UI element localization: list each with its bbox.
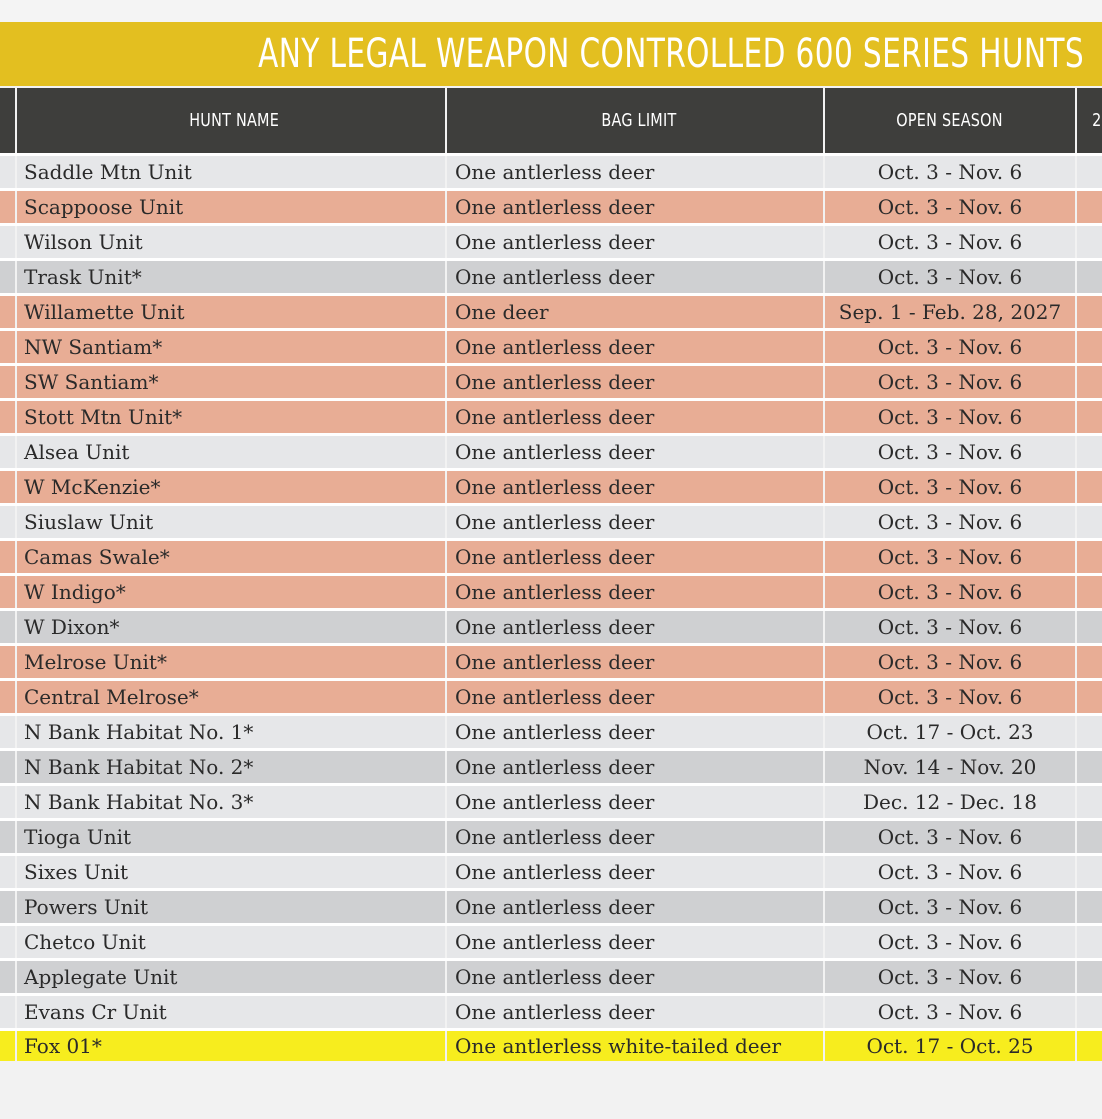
next-column-cell xyxy=(1077,646,1102,678)
bag-limit-cell: One antlerless deer xyxy=(447,611,823,643)
next-column-cell xyxy=(1077,401,1102,433)
bag-limit-cell: One antlerless deer xyxy=(447,226,823,258)
hunt-name-cell: Siuslaw Unit xyxy=(17,506,445,538)
table-row xyxy=(0,296,1102,331)
open-season-cell: Oct. 3 - Nov. 6 xyxy=(825,436,1075,468)
hunt-name-cell: Melrose Unit* xyxy=(17,646,445,678)
table-row xyxy=(0,261,1102,296)
next-column-cell xyxy=(1077,226,1102,258)
table-row xyxy=(0,751,1102,786)
hunt-name-cell: Willamette Unit xyxy=(17,296,445,328)
next-column-cell xyxy=(1077,961,1102,993)
next-column-cell xyxy=(1077,156,1102,188)
table-row xyxy=(0,716,1102,751)
hunt-name-cell: N Bank Habitat No. 2* xyxy=(17,751,445,783)
hunt-name-cell: N Bank Habitat No. 1* xyxy=(17,716,445,748)
hunt-name-cell: Fox 01* xyxy=(17,1031,445,1061)
bag-limit-cell: One antlerless deer xyxy=(447,681,823,713)
bag-limit-cell: One antlerless deer xyxy=(447,541,823,573)
bag-limit-cell: One antlerless deer xyxy=(447,751,823,783)
next-column-cell xyxy=(1077,821,1102,853)
table-row xyxy=(0,436,1102,471)
open-season-cell: Oct. 3 - Nov. 6 xyxy=(825,611,1075,643)
open-season-cell: Oct. 3 - Nov. 6 xyxy=(825,401,1075,433)
top-margin xyxy=(0,0,1102,22)
hunt-name-cell: NW Santiam* xyxy=(17,331,445,363)
table-row xyxy=(0,611,1102,646)
next-column-cell xyxy=(1077,541,1102,573)
open-season-cell: Dec. 12 - Dec. 18 xyxy=(825,786,1075,818)
row-spacer xyxy=(0,891,15,923)
hunt-name-cell: Applegate Unit xyxy=(17,961,445,993)
row-spacer xyxy=(0,156,15,188)
open-season-cell: Oct. 3 - Nov. 6 xyxy=(825,156,1075,188)
hunt-name-cell: Chetco Unit xyxy=(17,926,445,958)
next-column-cell xyxy=(1077,261,1102,293)
hunts-table xyxy=(0,88,1102,1061)
hunt-name-cell: Powers Unit xyxy=(17,891,445,923)
table-row xyxy=(0,471,1102,506)
hunt-name-cell: Wilson Unit xyxy=(17,226,445,258)
hunt-name-cell: Evans Cr Unit xyxy=(17,996,445,1028)
table-row xyxy=(0,856,1102,891)
bag-limit-cell: One antlerless deer xyxy=(447,856,823,888)
row-spacer xyxy=(0,576,15,608)
table-row xyxy=(0,681,1102,716)
header-next-column: 2 xyxy=(1077,88,1102,153)
row-spacer xyxy=(0,926,15,958)
bag-limit-cell: One antlerless white-tailed deer xyxy=(447,1031,823,1061)
hunt-name-cell: SW Santiam* xyxy=(17,366,445,398)
row-spacer xyxy=(0,646,15,678)
next-column-cell xyxy=(1077,856,1102,888)
open-season-cell: Oct. 3 - Nov. 6 xyxy=(825,961,1075,993)
table-row xyxy=(0,821,1102,856)
hunt-name-cell: W McKenzie* xyxy=(17,471,445,503)
table-row xyxy=(0,961,1102,996)
open-season-cell: Oct. 3 - Nov. 6 xyxy=(825,856,1075,888)
table-header xyxy=(0,88,1102,156)
next-column-cell xyxy=(1077,471,1102,503)
bag-limit-cell: One antlerless deer xyxy=(447,716,823,748)
table-row xyxy=(0,156,1102,191)
row-spacer xyxy=(0,436,15,468)
bag-limit-cell: One antlerless deer xyxy=(447,786,823,818)
open-season-cell: Oct. 3 - Nov. 6 xyxy=(825,506,1075,538)
open-season-cell: Nov. 14 - Nov. 20 xyxy=(825,751,1075,783)
row-spacer xyxy=(0,366,15,398)
bag-limit-cell: One antlerless deer xyxy=(447,156,823,188)
bag-limit-cell: One antlerless deer xyxy=(447,821,823,853)
next-column-cell xyxy=(1077,436,1102,468)
open-season-cell: Oct. 3 - Nov. 6 xyxy=(825,681,1075,713)
open-season-cell: Oct. 3 - Nov. 6 xyxy=(825,226,1075,258)
next-column-cell xyxy=(1077,331,1102,363)
hunt-name-cell: N Bank Habitat No. 3* xyxy=(17,786,445,818)
open-season-cell: Oct. 3 - Nov. 6 xyxy=(825,541,1075,573)
hunt-name-cell: Saddle Mtn Unit xyxy=(17,156,445,188)
bag-limit-cell: One antlerless deer xyxy=(447,436,823,468)
table-row xyxy=(0,926,1102,961)
row-spacer xyxy=(0,331,15,363)
table-row xyxy=(0,786,1102,821)
bag-limit-cell: One antlerless deer xyxy=(447,576,823,608)
open-season-cell: Oct. 3 - Nov. 6 xyxy=(825,471,1075,503)
hunt-name-cell: Sixes Unit xyxy=(17,856,445,888)
table-row xyxy=(0,996,1102,1031)
open-season-cell: Oct. 17 - Oct. 25 xyxy=(825,1031,1075,1061)
table-row xyxy=(0,541,1102,576)
hunt-name-cell: Scappoose Unit xyxy=(17,191,445,223)
title-bar xyxy=(0,22,1102,86)
row-spacer xyxy=(0,996,15,1028)
row-spacer xyxy=(0,716,15,748)
open-season-cell: Oct. 3 - Nov. 6 xyxy=(825,646,1075,678)
next-column-cell xyxy=(1077,1031,1102,1061)
bag-limit-cell: One deer xyxy=(447,296,823,328)
table-row xyxy=(0,646,1102,681)
bag-limit-cell: One antlerless deer xyxy=(447,366,823,398)
table-row xyxy=(0,226,1102,261)
row-spacer xyxy=(0,856,15,888)
open-season-cell: Oct. 3 - Nov. 6 xyxy=(825,331,1075,363)
open-season-cell: Oct. 3 - Nov. 6 xyxy=(825,891,1075,923)
open-season-cell: Oct. 17 - Oct. 23 xyxy=(825,716,1075,748)
table-row xyxy=(0,401,1102,436)
row-spacer xyxy=(0,821,15,853)
bag-limit-cell: One antlerless deer xyxy=(447,471,823,503)
next-column-cell xyxy=(1077,786,1102,818)
open-season-cell: Oct. 3 - Nov. 6 xyxy=(825,996,1075,1028)
bag-limit-cell: One antlerless deer xyxy=(447,891,823,923)
hunt-name-cell: Camas Swale* xyxy=(17,541,445,573)
next-column-cell xyxy=(1077,891,1102,923)
open-season-cell: Oct. 3 - Nov. 6 xyxy=(825,261,1075,293)
open-season-cell: Oct. 3 - Nov. 6 xyxy=(825,366,1075,398)
open-season-cell: Oct. 3 - Nov. 6 xyxy=(825,191,1075,223)
next-column-cell xyxy=(1077,611,1102,643)
next-column-cell xyxy=(1077,366,1102,398)
next-column-cell xyxy=(1077,716,1102,748)
next-column-cell xyxy=(1077,681,1102,713)
bag-limit-cell: One antlerless deer xyxy=(447,996,823,1028)
table-row xyxy=(0,331,1102,366)
row-spacer xyxy=(0,541,15,573)
hunt-name-cell: W Indigo* xyxy=(17,576,445,608)
header-hunt-name: HUNT NAME xyxy=(17,88,445,153)
hunt-name-cell: W Dixon* xyxy=(17,611,445,643)
next-column-cell xyxy=(1077,296,1102,328)
table-row xyxy=(0,191,1102,226)
bag-limit-cell: One antlerless deer xyxy=(447,506,823,538)
next-column-cell xyxy=(1077,506,1102,538)
table-row xyxy=(0,506,1102,541)
row-spacer xyxy=(0,296,15,328)
bag-limit-cell: One antlerless deer xyxy=(447,261,823,293)
row-spacer xyxy=(0,786,15,818)
row-spacer xyxy=(0,611,15,643)
row-spacer xyxy=(0,681,15,713)
row-spacer xyxy=(0,191,15,223)
next-column-cell xyxy=(1077,751,1102,783)
table-row xyxy=(0,1031,1102,1061)
bag-limit-cell: One antlerless deer xyxy=(447,961,823,993)
bag-limit-cell: One antlerless deer xyxy=(447,926,823,958)
row-spacer xyxy=(0,961,15,993)
header-bag-limit: BAG LIMIT xyxy=(447,88,823,153)
table-row xyxy=(0,576,1102,611)
row-spacer xyxy=(0,751,15,783)
next-column-cell xyxy=(1077,576,1102,608)
hunt-name-cell: Stott Mtn Unit* xyxy=(17,401,445,433)
bag-limit-cell: One antlerless deer xyxy=(447,401,823,433)
open-season-cell: Oct. 3 - Nov. 6 xyxy=(825,926,1075,958)
row-spacer xyxy=(0,506,15,538)
page-title: ANY LEGAL WEAPON CONTROLLED 600 SERIES HUNTS xyxy=(258,31,1084,77)
hunt-name-cell: Tioga Unit xyxy=(17,821,445,853)
row-spacer xyxy=(0,261,15,293)
open-season-cell: Sep. 1 - Feb. 28, 2027 xyxy=(825,296,1075,328)
row-spacer xyxy=(0,401,15,433)
table-row xyxy=(0,891,1102,926)
row-spacer xyxy=(0,471,15,503)
hunt-name-cell: Alsea Unit xyxy=(17,436,445,468)
hunt-name-cell: Central Melrose* xyxy=(17,681,445,713)
open-season-cell: Oct. 3 - Nov. 6 xyxy=(825,576,1075,608)
header-spacer xyxy=(0,88,15,153)
hunt-name-cell: Trask Unit* xyxy=(17,261,445,293)
table-row xyxy=(0,366,1102,401)
bag-limit-cell: One antlerless deer xyxy=(447,331,823,363)
bag-limit-cell: One antlerless deer xyxy=(447,191,823,223)
header-open-season: OPEN SEASON xyxy=(825,88,1075,153)
open-season-cell: Oct. 3 - Nov. 6 xyxy=(825,821,1075,853)
row-spacer xyxy=(0,1031,15,1061)
next-column-cell xyxy=(1077,996,1102,1028)
table-body xyxy=(0,156,1102,1061)
bag-limit-cell: One antlerless deer xyxy=(447,646,823,678)
next-column-cell xyxy=(1077,926,1102,958)
next-column-cell xyxy=(1077,191,1102,223)
row-spacer xyxy=(0,226,15,258)
